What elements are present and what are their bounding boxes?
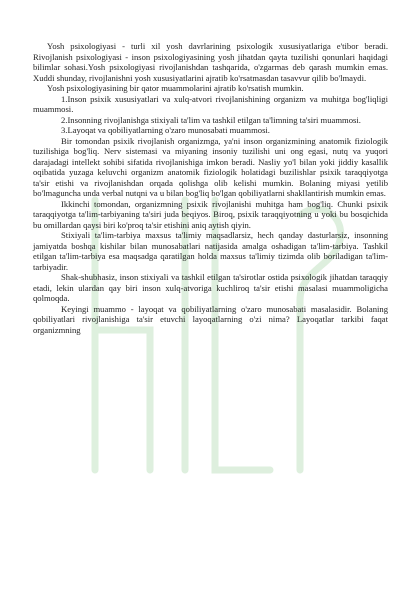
paragraph: Yosh psixologiyasi - turli xil yosh davrlarining psixologik xususiyatlariga e'tibor beradi. Rivojlanish psixologiyasi - inson psixologiyasining yosh jihatdan qayta tuzilishi qonunlari haqidagi bilimlar sohasi.Yosh psixologiyasi rivojlanishdan tashqarida, o'zgarmas deb qarash mumkin emas. Xuddi shunday, rivojlanishni yosh xususiyatlarini ajratib ko'rsatmasdan tasavvur qilib bo'lmaydi. <box>33 41 388 83</box>
paragraph: Ikkinchi tomondan, organizmning psixik rivojlanishi muhitga ham bog'liq. Chunki psixik taraqqiyotga ta'lim-tarbiyaning ta'siri juda beqiyos. Biroq, psixik taraqqiyotning u yoki bu bosqichida bu omillardan qaysi biri ko'proq ta'sir etishini aniq aytish qiyin. <box>33 198 388 230</box>
paragraph: 3.Layoqat va qobiliyatlarning o'zaro munosabati muammosi. <box>61 125 270 135</box>
document-page <box>33 41 388 335</box>
paragraph: Bir tomondan psixik rivojlanish organizmga, ya'ni inson organizmining anatomik fiziologik tuzilishiga bog'liq. Nerv sistemasi va miyaning insoniy tuzilishi uni ong egasi, nutq va yuqori darajadagi intellekt sohibi sifatida rivojlanishiga imkon beradi. Nasliy yo'l bilan yoki jiddiy kasallik oqibatida yuzaga keluvchi organizm anatomik fiziologik holatidagi buzilishlar psixik taraqqiyotga ta'sir etishi va rivojlanishdan orqada qolishga olib kelishi mumkin. Bolaning miyasi yetilib bo'lmaguncha unda verbal nutqni va u bilan bog'liq bo'lgan qobiliyatlarni shakllantirish mumkin emas. <box>33 135 388 198</box>
paragraph: 2.Insonning rivojlanishga stixiyali ta'lim va tashkil etilgan ta'limning ta'siri muammosi. <box>61 114 361 125</box>
paragraph: Shak-shubhasiz, inson stixiyali va tashkil etilgan ta'sirotlar ostida psixologik jihatdan taraqqiy etadi, lekin ulardan qay biri inson xulq-atvoriga kuchliroq ta'sir etishi masalasi muammoligicha qolmoqda. <box>33 272 388 303</box>
paragraph: Stixiyali ta'lim-tarbiya maxsus ta'limiy maqsadlarsiz, hech qanday dasturlarsiz, insonning jamiyatda boshqa kishilar bilan munosabatlari natijasida amalga oshadigan ta'lim-tarbiya. Tashkil etilgan ta'lim-tarbiya esa maqsadga qaratilgan holda maxsus ta'limiy tizimda olib boriladigan ta'lim-tarbiyadir. <box>33 230 388 272</box>
paragraph: 1.Inson psixik xususiyatlari va xulq-atvori rivojlanishining organizm va muhitga bog'liqligi muammosi. <box>33 93 388 114</box>
paragraph: Yosh psixologiyasining bir qator muammolarini ajratib ko'rsatish mumkin. <box>47 83 304 93</box>
paragraph: Keyingi muammo - layoqat va qobiliyatlarning o'zaro munosabati masalasidir. Bolaning qobiliyatlari rivojlanishiga ta'sir etuvchi layoqatlarning o'zi nima? Layoqatlar tarkibi faqat organizmning <box>33 303 388 335</box>
